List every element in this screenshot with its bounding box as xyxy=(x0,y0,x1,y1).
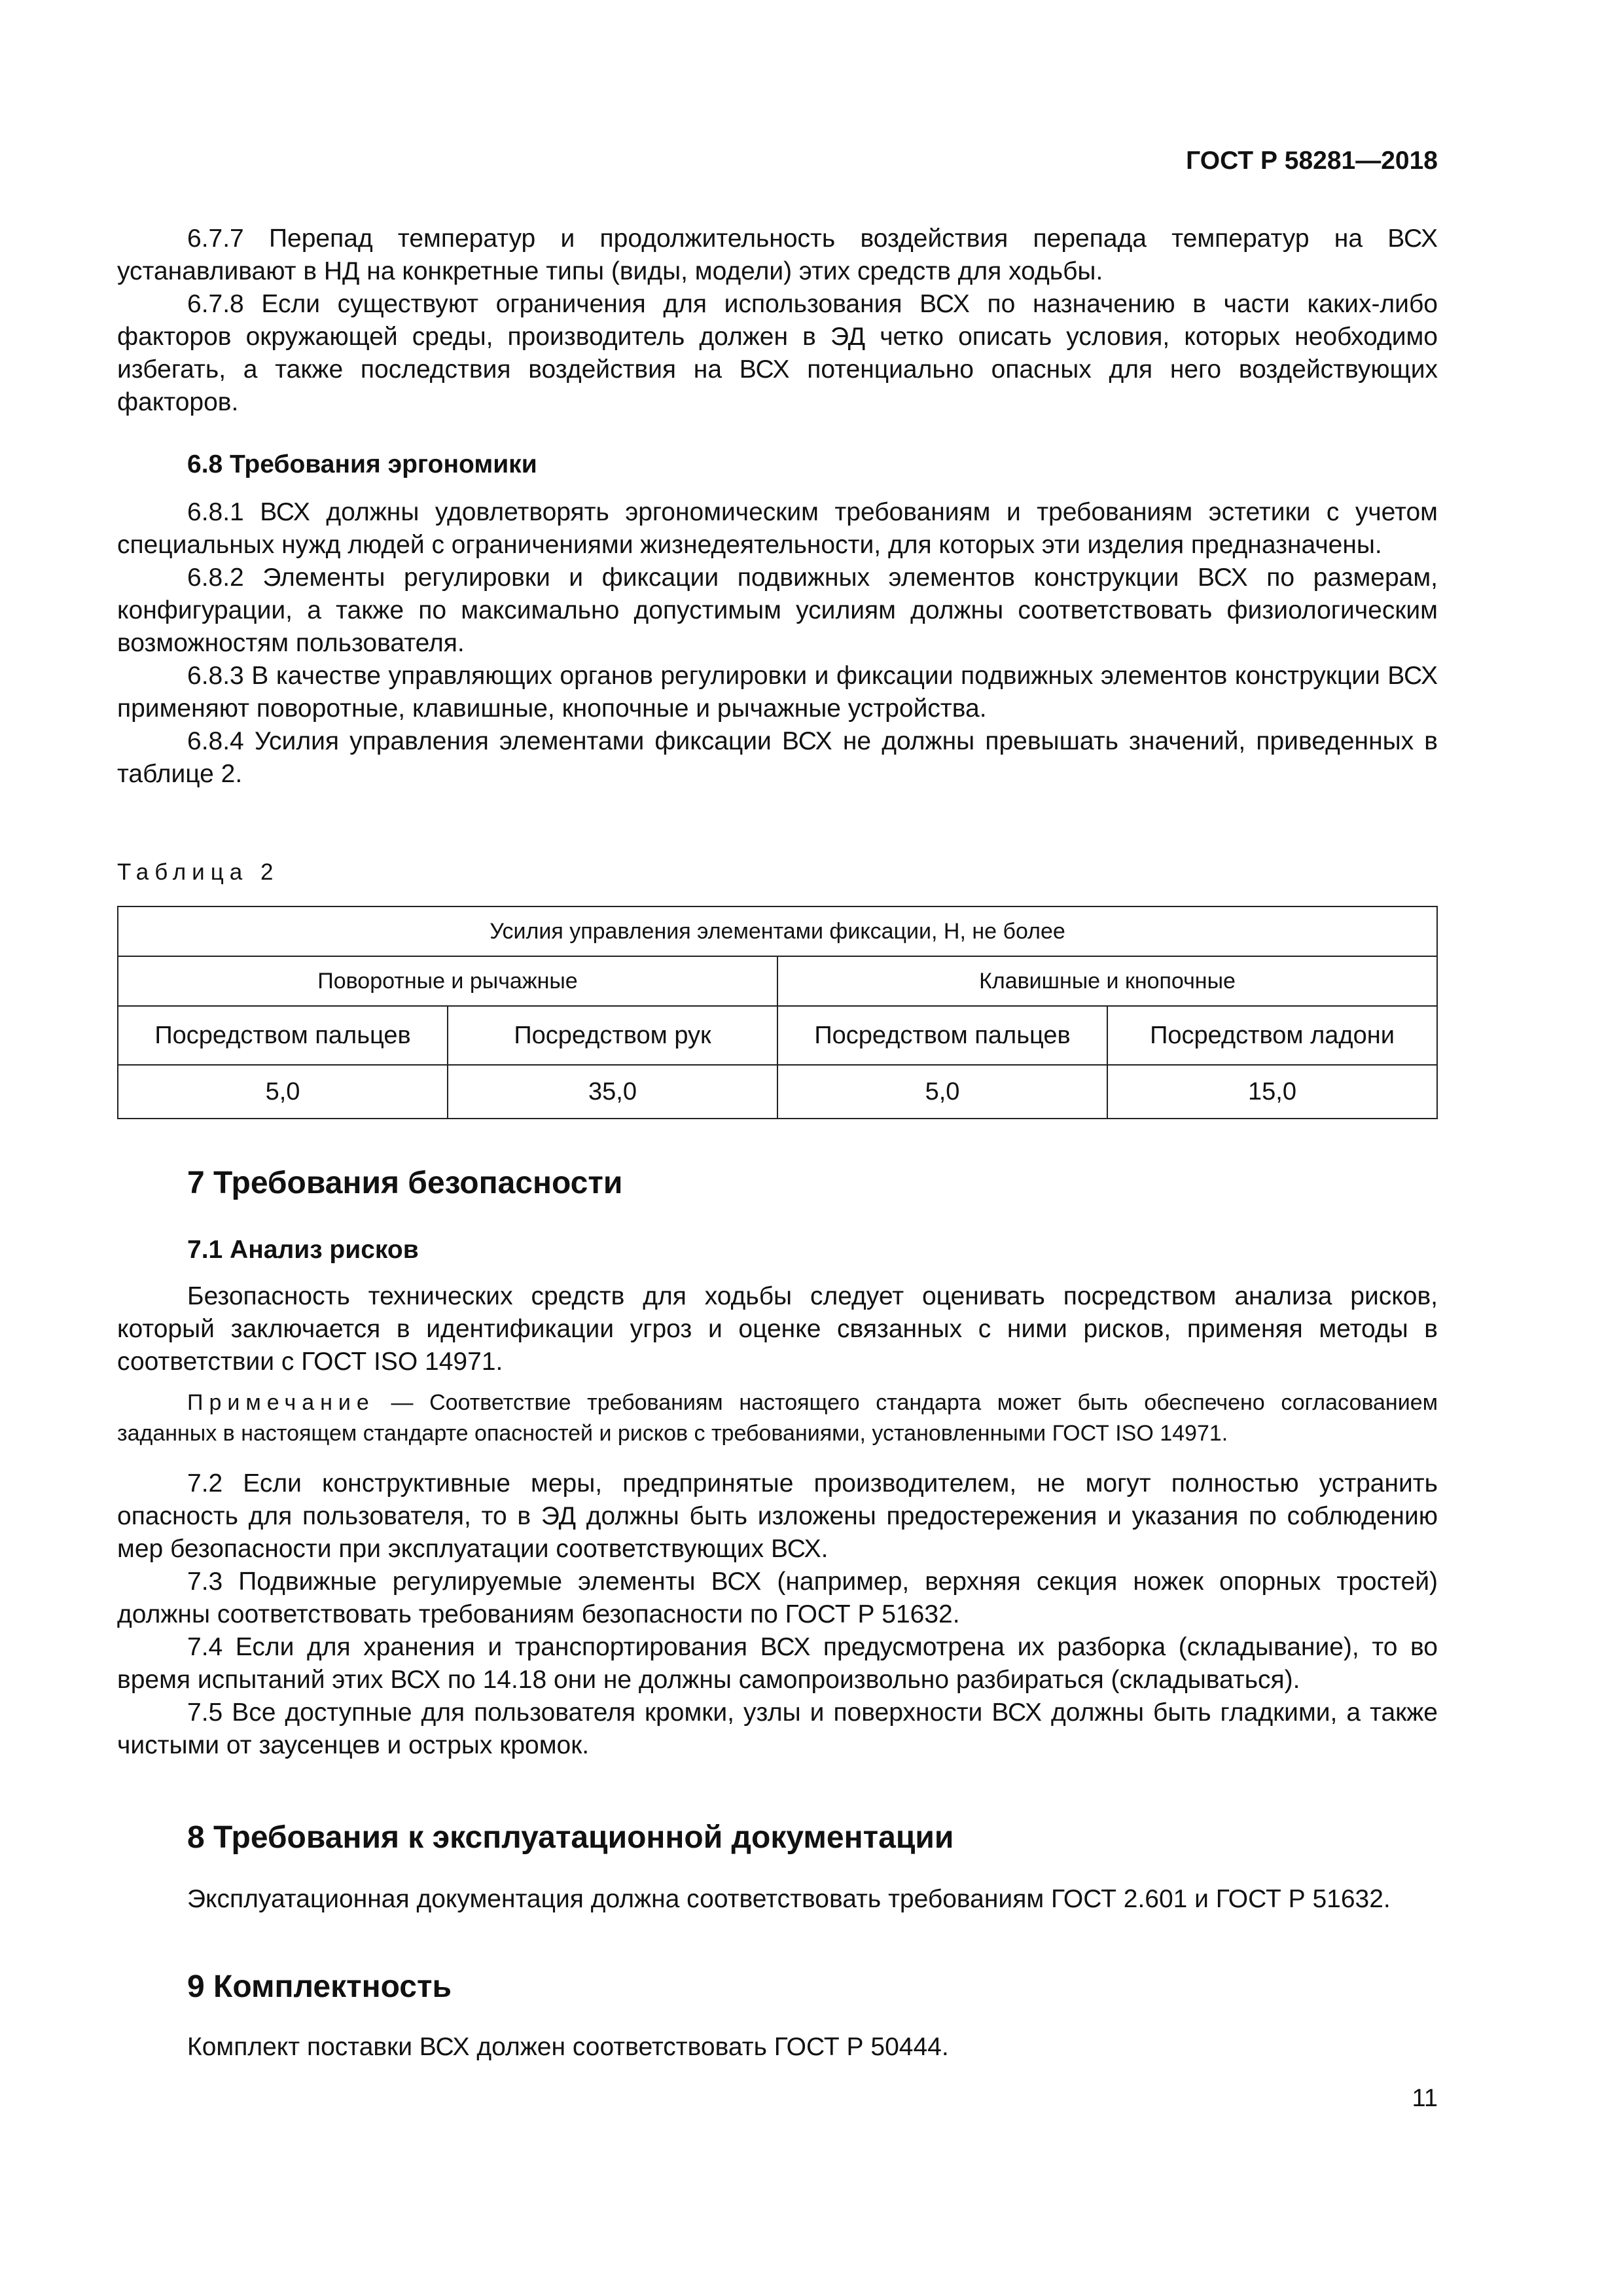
section-6-8-text xyxy=(117,496,1438,791)
note-7-1 xyxy=(117,1388,1438,1449)
document-header: ГОСТ Р 58281—2018 xyxy=(1186,147,1438,175)
paragraph-7-3: 7.3 Подвижные регулируемые элементы ВСХ (например, верхняя секция ножек опорных тростей) должны соответствовать требованиям безопасности по ГОСТ Р 51632. xyxy=(117,1568,1438,1628)
section-7-text xyxy=(117,1467,1438,1762)
table-column-header: Посредством пальцев xyxy=(118,1006,448,1065)
heading-section-7: 7 Требования безопасности xyxy=(187,1166,623,1200)
paragraph-6-8-1: 6.8.1 ВСХ должны удовлетворять эргономическим требованиям и требованиям эстетики с учетом специальных нужд людей с ограничениями жизнедеятельности, для которых эти изделия предназначены. xyxy=(117,498,1438,559)
paragraph-7-4: 7.4 Если для хранения и транспортирования ВСХ предусмотрена их разборка (складывание), то во время испытаний этих ВСХ по 14.18 они не должны самопроизвольно разбираться (складываться). xyxy=(117,1633,1438,1694)
page-number: 11 xyxy=(1412,2085,1438,2112)
table-value-cell: 5,0 xyxy=(118,1065,448,1119)
section-7-1-text xyxy=(117,1280,1438,1378)
table-column-header: Посредством пальцев xyxy=(777,1006,1107,1065)
heading-section-9: 9 Комплектность xyxy=(187,1969,452,2004)
heading-6-8: 6.8 Требования эргономики xyxy=(187,450,537,478)
table-title-cell: Усилия управления элементами фиксации, Н, не более xyxy=(118,906,1437,956)
table-value-cell: 5,0 xyxy=(777,1065,1107,1119)
paragraph-6-7-7: 6.7.7 Перепад температур и продолжительность воздействия перепада температур на ВСХ устанавливают в НД на конкретные типы (виды, модели) этих средств для ходьбы. xyxy=(117,224,1438,285)
table-group-rotary: Поворотные и рычажные xyxy=(118,956,777,1006)
paragraph-6-7-8: 6.7.8 Если существуют ограничения для использования ВСХ по назначению в части каких-либо факторов окружающей среды, производитель должен в ЭД четко описать условия, которых необходимо избегать, а также последствия воздействия на ВСХ потенциально опасных для него воздействующих факторов. xyxy=(117,290,1438,416)
paragraph-7-1: Безопасность технических средств для ходьбы следует оценивать посредством анализа рисков, который заключается в идентификации угроз и оценке связанных с ними рисков, применяя методы в соответствии с ГОСТ ISO 14971. xyxy=(117,1282,1438,1376)
table-column-header: Посредством рук xyxy=(448,1006,777,1065)
paragraph-7-5: 7.5 Все доступные для пользователя кромки, узлы и поверхности ВСХ должны быть гладкими, а также чистыми от заусенцев и острых кромок. xyxy=(117,1698,1438,1759)
paragraph-section-9: Комплект поставки ВСХ должен соответствовать ГОСТ Р 50444. xyxy=(187,2033,949,2061)
section-6-7-text xyxy=(117,223,1438,419)
table-value-cell: 15,0 xyxy=(1107,1065,1437,1119)
table-caption: Таблица 2 xyxy=(117,859,279,885)
paragraph-6-8-2: 6.8.2 Элементы регулировки и фиксации подвижных элементов конструкции ВСХ по размерам, конфигурации, а также по максимально допустимым усилиям должны соответствовать физиологическим возможностям пользователя. xyxy=(117,564,1438,657)
paragraph-section-8: Эксплуатационная документация должна соответствовать требованиям ГОСТ 2.601 и ГОСТ Р 51632. xyxy=(187,1885,1391,1913)
table-2 xyxy=(117,906,1438,1119)
heading-7-1: 7.1 Анализ рисков xyxy=(187,1236,419,1264)
paragraph-6-8-3: 6.8.3 В качестве управляющих органов регулировки и фиксации подвижных элементов конструкции ВСХ применяют поворотные, клавишные, кнопочные и рычажные устройства. xyxy=(117,662,1438,723)
table-column-header: Посредством ладони xyxy=(1107,1006,1437,1065)
paragraph-6-8-4: 6.8.4 Усилия управления элементами фиксации ВСХ не должны превышать значений, приведенных в таблице 2. xyxy=(117,727,1438,788)
table-value-cell: 35,0 xyxy=(448,1065,777,1119)
heading-section-8: 8 Требования к эксплуатационной документации xyxy=(187,1820,954,1855)
paragraph-7-2: 7.2 Если конструктивные меры, предпринятые производителем, не могут полностью устранить опасность для пользователя, то в ЭД должны быть изложены предостережения и указания по соблюдению мер безопасности при эксплуатации соответствующих ВСХ. xyxy=(117,1469,1438,1563)
note-text: — Соответствие требованиям настоящего стандарта может быть обеспечено согласованием заданных в настоящем стандарте опасностей и рисков с требованиями, установленными ГОСТ ISO 14971. xyxy=(117,1390,1438,1446)
note-label: Примечание xyxy=(187,1390,375,1415)
table-group-keys: Клавишные и кнопочные xyxy=(777,956,1437,1006)
